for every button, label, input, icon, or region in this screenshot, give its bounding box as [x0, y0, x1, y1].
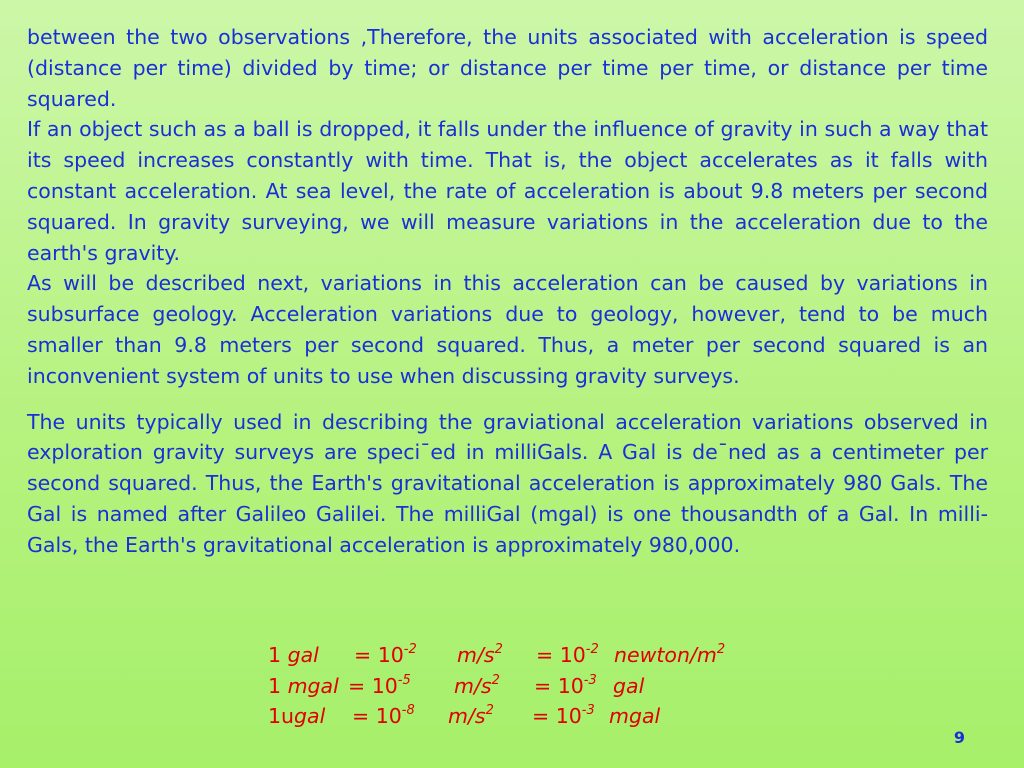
page-number: 9 [953, 728, 965, 747]
formula-prefix: 1u [268, 704, 295, 728]
formula-unit-si: m/s [448, 704, 486, 728]
formula-unit-2: gal [613, 673, 645, 698]
formula-exponent-2: -2 [585, 642, 599, 657]
formula-exponent-2: -3 [581, 703, 595, 718]
formula-equals-power: = 10 [348, 673, 398, 698]
paragraph-falling-object: If an object such as a ball is dropped, it falls under the influence of gravity in such a way that its speed increases constantly with time. That is, the object accelerates as it falls with constant acceleration. At sea level, the rate of acceleration is about 9.8 meters per second squared. In gravity surveying, we will measure variations in the acceleration due to the earth's gravity. [27, 117, 988, 265]
formula-unit: mgal [287, 673, 339, 698]
formula-unit-si: m/s [454, 673, 492, 698]
formula-exponent: -5 [397, 672, 411, 688]
formula-unit-power: 2 [485, 703, 494, 718]
formula-unit: gal [294, 704, 326, 728]
paragraph-acceleration-units: between the two observations ,Therefore, the units associated with acceleration is speed (distance per time) divided by time; or distance per time per time, or distance per time squared. [27, 25, 988, 111]
formula-equals-power: = 10 [352, 704, 402, 728]
paragraph-geology-variations: As will be described next, variations in this acceleration can be caused by variations in subsurface geology. Acceleration variations due to geology, however, tend to be much smaller than 9.8 meters per second squared. Thus, a meter per second squared is an inconvenient system of units to use when discussing gravity surveys. [27, 271, 988, 388]
formula-unit-2-power: 2 [716, 642, 726, 657]
formula-unit-power: 2 [494, 642, 503, 657]
formula-exponent: -8 [401, 703, 415, 718]
formula-unit-si: m/s [457, 643, 495, 667]
formula-equals-power-2: = 10 [532, 704, 582, 728]
formula-unit-2: newton/m [614, 643, 717, 667]
formula-equals-power-2: = 10 [534, 673, 584, 698]
paragraph-milligal-units: The units typically used in describing the graviational acceleration variations observed in exploration gravity surveys are speci¯ed in milliGals. A Gal is de¯ned as a centimeter per second squared. Thus, the Earth's gravitational acceleration is approximately 980 Gals. The Gal is named after Galileo Galilei. The milliGal (mgal) is one thousandth of a Gal. In milli- Gals, the Earth's gravitational acceleration is approximately 980,000. [27, 409, 988, 557]
formula-unit: gal [287, 643, 319, 667]
formula-prefix: 1 [268, 643, 288, 667]
formula-exponent: -2 [403, 642, 417, 657]
slide-body-text [27, 22, 988, 561]
formula-prefix: 1 [268, 673, 288, 698]
formula-unit-power: 2 [491, 672, 500, 688]
formula-exponent-2: -3 [583, 672, 597, 688]
formula-unit-2: mgal [609, 704, 661, 728]
formula-equals-power: = 10 [354, 643, 404, 667]
formula-equals-power-2: = 10 [536, 643, 586, 667]
